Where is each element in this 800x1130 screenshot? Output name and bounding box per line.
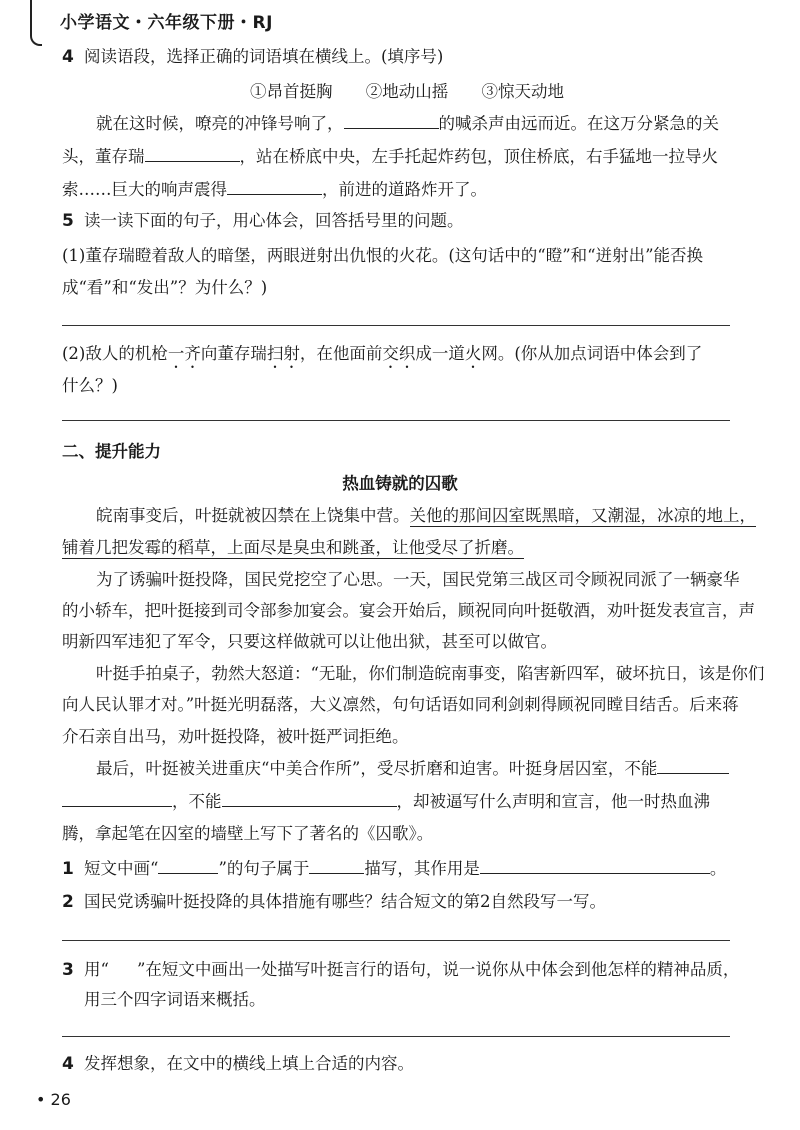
q4-blank-1[interactable] [344, 112, 439, 129]
passage-p1-line-1 [96, 504, 756, 528]
wavy-line-mark [109, 958, 137, 982]
q4-text: ，前进的道路炸开了。 [322, 180, 487, 199]
q4-prompt-line [62, 45, 443, 69]
qq3-line-1 [62, 958, 739, 982]
passage-p2-line-2: 的小轿车，把叶挺接到司令部参加宴会。宴会开始后，顾祝同向叶挺敬酒，劝叶挺发表宣言，声 [62, 601, 755, 620]
passage-p4-line-2 [62, 790, 710, 814]
page-number: • 26 [36, 1090, 71, 1109]
passage-p4-line-1 [96, 757, 729, 781]
qq1-text: 描写，其作用是 [364, 859, 480, 878]
qq2-text: 国民党诱骗叶挺投降的具体措施有哪些？结合短文的第2自然段写一写。 [84, 892, 606, 911]
q5-prompt-line [62, 209, 464, 233]
qq1-line [62, 857, 726, 881]
passage-blank-1b[interactable] [62, 790, 172, 807]
passage-p3-line-1: 叶挺手拍桌子，勃然大怒道：“无耻，你们制造皖南事变，陷害新四军，破坏抗日，该是你们 [96, 664, 765, 683]
qq4-line [62, 1052, 414, 1076]
passage-p3-line-3: 介石亲自出马，劝叶挺投降，被叶挺严词拒绝。 [62, 727, 409, 746]
passage-blank-2[interactable] [222, 790, 397, 807]
section-title: 二、提升能力 [62, 442, 161, 461]
passage-p3-line-2: 向人民认罪才对。”叶挺光明磊落，大义凛然，句句话语如同利剑刺得顾祝同瞠目结舌。后来蒋 [62, 695, 739, 714]
passage-underlined-text: 铺着几把发霉的稻草，上面尽是臭虫和跳蚤，让他受尽了折磨。 [62, 538, 524, 557]
q4-number: 4 [62, 47, 74, 67]
q4-options [250, 78, 592, 102]
q5-part1-answer-line[interactable] [62, 325, 730, 326]
passage-p2-line-1: 为了诱骗叶挺投降，国民党挖空了心思。一天，国民党第三战区司令顾祝同派了一辆豪华 [96, 570, 740, 589]
passage-p2-line-3: 明新四军违犯了军令，只要这样做就可以让他出狱，甚至可以做官。 [62, 632, 557, 651]
passage-underlined-text: 关他的那间囚室既黑暗，又潮湿，冰凉的地上， [409, 506, 756, 525]
q5-text: 成一道 [415, 344, 465, 363]
qq4-number: 4 [62, 1054, 74, 1074]
qq3-number: 3 [62, 960, 74, 980]
q4-text-line-1 [96, 112, 719, 136]
q4-text: 就在这时候，嘹亮的冲锋号响了， [96, 114, 344, 133]
qq3-text: ”在短文中画出一处描写叶挺言行的语句，说一说你从中体会到他怎样的精神品质， [136, 960, 740, 979]
q5-part1-line-2: 成“看”和“发出”？为什么？) [62, 278, 268, 297]
header-bracket [30, 0, 42, 46]
qq2-line [62, 890, 606, 914]
q4-blank-3[interactable] [227, 178, 322, 195]
passage-text: 皖南事变后，叶挺就被囚禁在上饶集中营。 [96, 506, 410, 525]
q5-dotted-word: 扫射 [266, 344, 300, 363]
passage-text: 最后，叶挺被关进重庆“中美合作所”，受尽折磨和迫害。叶挺身居囚室，不能 [96, 759, 658, 778]
q5-part2-answer-line[interactable] [62, 420, 730, 421]
q4-option-2: ②地动山摇 [365, 82, 449, 101]
q4-text: 的喊杀声由远而近。在这万分紧急的关 [438, 114, 719, 133]
qq3-text: 用“ [84, 960, 109, 979]
passage-text: ，却被逼写什么声明和宣言，他一时热血沸 [396, 792, 710, 811]
qq1-blank-mark[interactable] [158, 857, 218, 874]
q4-text-line-2 [62, 145, 718, 169]
qq3-answer-line[interactable] [62, 1036, 730, 1037]
q5-number: 5 [62, 211, 74, 231]
q5-dotted-word: 一齐 [167, 344, 201, 363]
qq4-text: 发挥想象，在文中的横线上填上合适的内容。 [84, 1054, 414, 1073]
qq1-blank-type[interactable] [309, 857, 364, 874]
passage-text: ，不能 [172, 792, 222, 811]
q5-text: 网。(你从加点词语中体会到了 [481, 344, 703, 363]
q4-prompt: 阅读语段，选择正确的词语填在横线上。(填序号) [84, 47, 444, 66]
q5-text: (2)敌人的机枪 [62, 344, 168, 363]
qq3-line-2: 用三个四字词语来概括。 [84, 990, 266, 1009]
q4-text: 索……巨大的响声震得 [62, 180, 227, 199]
q5-part1-line-1: (1)董存瑞瞪着敌人的暗堡，两眼迸射出仇恨的火花。(这句话中的“瞪”和“迸射出”能否换 [62, 246, 704, 265]
q5-part2-line-1 [62, 342, 702, 372]
passage-title: 热血铸就的囚歌 [342, 474, 458, 493]
q4-text: 头，董存瑞 [62, 147, 145, 166]
q4-option-1: ①昂首挺胸 [250, 82, 333, 101]
q5-text: 向董存瑞 [200, 344, 267, 363]
q4-blank-2[interactable] [145, 145, 240, 162]
qq2-answer-line[interactable] [62, 940, 730, 941]
passage-blank-1a[interactable] [657, 757, 729, 774]
q4-text-line-3 [62, 178, 487, 202]
passage-p4-line-3: 腾，拿起笔在囚室的墙壁上写下了著名的《囚歌》。 [62, 824, 434, 843]
qq1-blank-effect[interactable] [480, 857, 710, 874]
q5-part2-line-2: 什么？) [62, 376, 118, 395]
qq1-text: 短文中画“ [84, 859, 159, 878]
q5-prompt: 读一读下面的句子，用心体会，回答括号里的问题。 [84, 211, 464, 230]
qq1-text: 。 [709, 859, 727, 878]
qq1-text: ”的句子属于 [218, 859, 310, 878]
qq2-number: 2 [62, 892, 74, 912]
qq1-number: 1 [62, 859, 74, 879]
q5-dotted-word: 交织 [382, 344, 416, 363]
page-header-title: 小学语文・六年级下册・RJ [60, 13, 273, 33]
q4-option-3: ③惊天动地 [481, 82, 564, 101]
passage-p1-line-2 [62, 536, 524, 560]
q4-text: ，站在桥底中央，左手托起炸药包，顶住桥底，右手猛地一拉导火 [239, 147, 718, 166]
q5-text: ，在他面前 [299, 344, 383, 363]
q5-dotted-word: 火 [464, 344, 482, 363]
